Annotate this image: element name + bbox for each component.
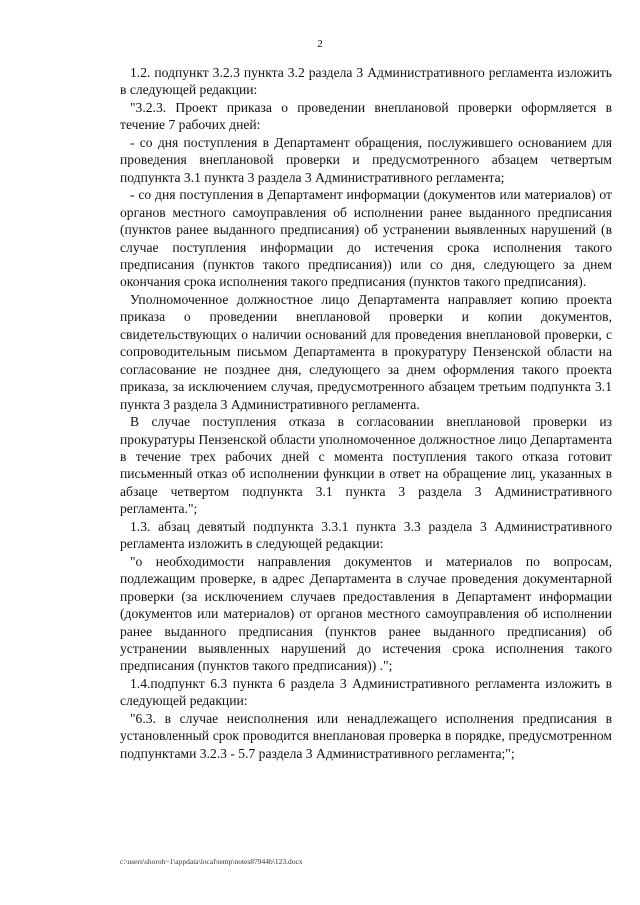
paragraph-1-4: 1.4.подпункт 6.3 пункта 6 раздела 3 Административного регламента изложить в следующей редакции: — [120, 675, 612, 709]
paragraph-6-3: "6.3. в случае неисполнения или ненадлежащего исполнения предписания в установленный срок проводится внеплановая проверка в порядке, предусмотренном подпунктами 3.2.3 - 5.7 раздела 3 Административного регламента;"; — [120, 710, 612, 761]
file-path-footer: c:\users\shoroh~1\appdata\local\temp\notes87944b\123.docx — [120, 857, 303, 866]
paragraph-1-3: 1.3. абзац девятый подпункта 3.3.1 пункта 3.3 раздела 3 Административного регламента изложить в следующей редакции: — [120, 518, 612, 552]
paragraph-information-item: - со дня поступления в Департамент информации (документов или материалов) от органов местного самоуправления об исполнении ранее выданного предписания (пунктов ранее выданного предписания) об устранении выявленных нарушений (в случае поступления информации до истечения срока исполнения такого предписания (пунктов такого предписания)) или со дня, следующего за днем окончания срока исполнения такого предписания (пунктов такого предписания). — [120, 187, 612, 290]
paragraph-authorized-official: Уполномоченное должностное лицо Департамента направляет копию проекта приказа о проведении внеплановой проверки и копии документов, свидетельствующих о наличии оснований для проведения внеплановой проверки, с сопроводительным письмом Департамента в прокуратуру Пензенской области на согласование не позднее дня, следующего за днем оформления такого проекта приказа, за исключением случая, предусмотренного абзацем третьим подпункта 3.1 пункта 3 раздела 3 Административного регламента. — [120, 291, 612, 412]
paragraph-appeal-item: - со дня поступления в Департамент обращения, послужившего основанием для проведения внеплановой проверки и предусмотренного абзацем четвертым подпункта 3.1 пункта 3 раздела 3 Административного регламента; — [120, 134, 612, 185]
page-number: 2 — [317, 38, 323, 50]
document-body — [120, 64, 612, 762]
paragraph-3-2-3: "3.2.3. Проект приказа о проведении внеплановой проверки оформляется в течение 7 рабочих дней: — [120, 99, 612, 133]
paragraph-quote-documents: "о необходимости направления документов и материалов по вопросам, подлежащим проверке, в адрес Департамента в случае проведения документарной проверки (за исключением случаев предоставления в Департамент информации (документов или материалов) от органов местного самоуправления об исполнении ранее выданного предписания (пунктов ранее выданного предписания) об устранении выявленных нарушений до истечения срока исполнения такого предписания (пунктов такого предписания)) ."; — [120, 553, 612, 674]
paragraph-1-2: 1.2. подпункт 3.2.3 пункта 3.2 раздела 3 Административного регламента изложить в следующей редакции: — [120, 65, 612, 98]
paragraph-refusal: В случае поступления отказа в согласовании внеплановой проверки из прокуратуры Пензенской области уполномоченное должностное лицо Департамента в течение трех рабочих дней с момента поступления такого отказа готовит письменный отказ об исполнении функции в ответ на обращение лиц, указанных в абзаце четвертом подпункта 3.1 пункта 3 раздела 3 Административного регламента."; — [120, 414, 612, 517]
